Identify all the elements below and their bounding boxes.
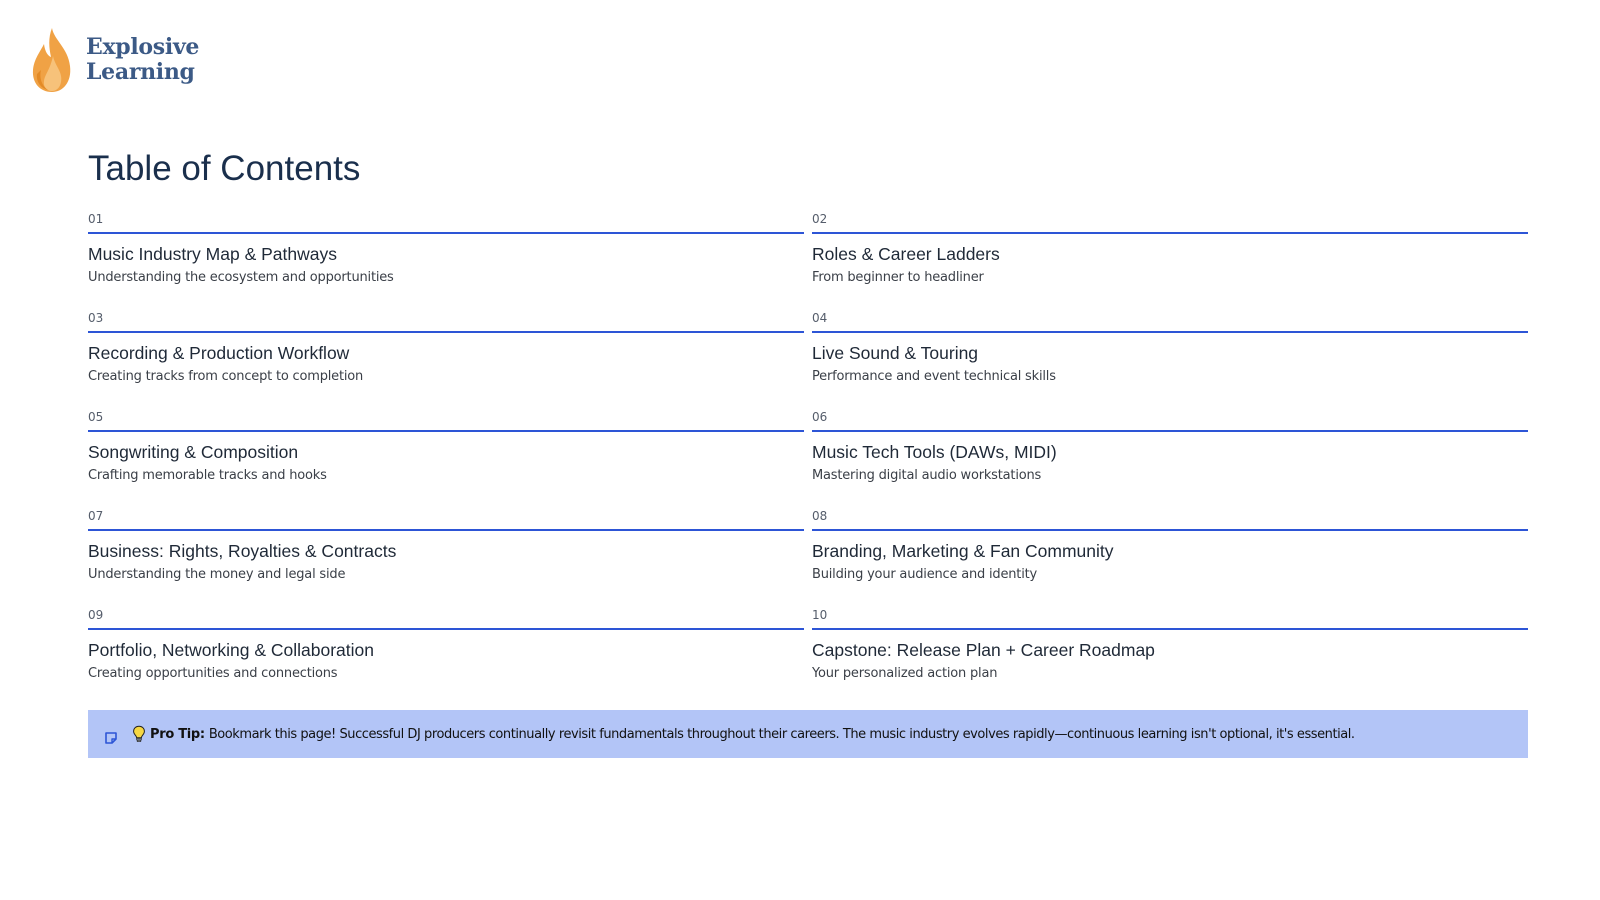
toc-title: Songwriting & Composition xyxy=(88,442,299,462)
toc-title: Business: Rights, Royalties & Contracts xyxy=(88,541,397,561)
toc-number: 01 xyxy=(88,212,804,234)
toc-row xyxy=(88,311,1528,410)
toc-description: Performance and event technical skills xyxy=(812,369,1056,384)
toc-title: Branding, Marketing & Fan Community xyxy=(812,541,1114,561)
toc-number: 10 xyxy=(812,608,1528,630)
toc-title: Capstone: Release Plan + Career Roadmap xyxy=(812,640,1155,660)
toc-row xyxy=(88,509,1528,608)
pro-tip-callout xyxy=(88,710,1528,758)
tip-label: Pro Tip: xyxy=(150,726,205,742)
lightbulb-icon xyxy=(132,725,146,743)
toc-number: 06 xyxy=(812,410,1528,432)
toc-item-07[interactable] xyxy=(88,509,804,608)
page-title: Table of Contents xyxy=(88,149,361,188)
toc-item-03[interactable] xyxy=(88,311,804,410)
toc-title: Music Industry Map & Pathways xyxy=(88,244,337,264)
brand-name-line2: Learning xyxy=(86,59,195,85)
toc-item-10[interactable] xyxy=(812,608,1528,707)
toc-title: Recording & Production Workflow xyxy=(88,343,350,363)
toc-number: 04 xyxy=(812,311,1528,333)
brand-name xyxy=(86,35,199,85)
toc-item-06[interactable] xyxy=(812,410,1528,509)
toc-number: 03 xyxy=(88,311,804,333)
toc-row xyxy=(88,410,1528,509)
toc-number: 02 xyxy=(812,212,1528,234)
toc-description: Creating opportunities and connections xyxy=(88,666,338,681)
toc-number: 05 xyxy=(88,410,804,432)
toc-number: 09 xyxy=(88,608,804,630)
toc-description: Crafting memorable tracks and hooks xyxy=(88,468,327,483)
toc-item-01[interactable] xyxy=(88,212,804,311)
brand-name-line1: Explosive xyxy=(86,34,200,60)
toc-item-04[interactable] xyxy=(812,311,1528,410)
toc-description: From beginner to headliner xyxy=(812,270,984,285)
toc-description: Creating tracks from concept to completion xyxy=(88,369,364,384)
toc-row xyxy=(88,608,1528,707)
toc-title: Portfolio, Networking & Collaboration xyxy=(88,640,374,660)
tip-text: Bookmark this page! Successful DJ producers continually revisit fundamentals throughout their careers. The music industry evolves rapidly—continuous learning isn't optional, it's essential. xyxy=(208,726,1355,742)
toc-description: Mastering digital audio workstations xyxy=(812,468,1042,483)
toc-item-08[interactable] xyxy=(812,509,1528,608)
toc-description: Building your audience and identity xyxy=(812,567,1038,582)
toc-number: 08 xyxy=(812,509,1528,531)
flame-icon xyxy=(30,26,74,94)
toc-row xyxy=(88,212,1528,311)
toc-number: 07 xyxy=(88,509,804,531)
toc-item-02[interactable] xyxy=(812,212,1528,311)
toc-description: Understanding the money and legal side xyxy=(88,567,346,582)
toc-title: Roles & Career Ladders xyxy=(812,244,1000,264)
brand-logo xyxy=(30,26,199,94)
toc-description: Understanding the ecosystem and opportunities xyxy=(88,270,394,285)
toc-description: Your personalized action plan xyxy=(812,666,998,681)
toc-item-09[interactable] xyxy=(88,608,804,707)
note-icon xyxy=(104,731,118,745)
toc-title: Live Sound & Touring xyxy=(812,343,979,363)
toc-item-05[interactable] xyxy=(88,410,804,509)
table-of-contents xyxy=(88,212,1528,707)
toc-title: Music Tech Tools (DAWs, MIDI) xyxy=(812,442,1057,462)
